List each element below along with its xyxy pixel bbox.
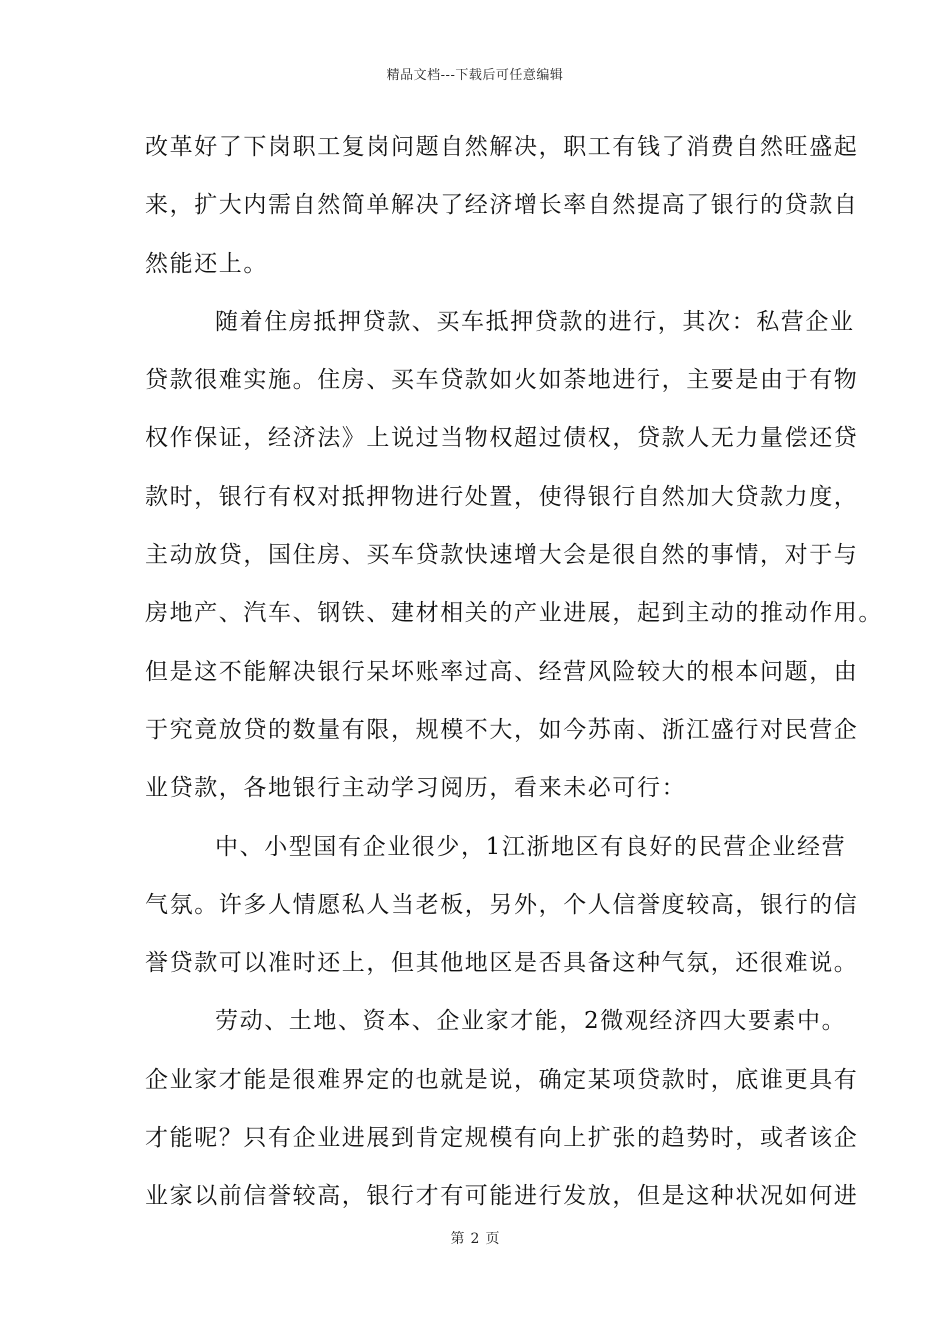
page-header: 精品文档---下载后可任意编辑 — [386, 68, 564, 83]
text-line: 房地产、汽车、钢铁、建材相关的产业进展，起到主动的推动作用。 — [145, 600, 883, 627]
text-line: 改革好了下岗职工复岗问题自然解决，职工有钱了消费自然旺盛起 — [145, 134, 859, 160]
body-text — [145, 131, 883, 1239]
page-footer — [0, 1228, 950, 1248]
text-line: 来，扩大内需自然简单解决了经济增长率自然提高了银行的贷款自 — [145, 192, 859, 219]
text-line: 然能还上。 — [145, 250, 268, 277]
paragraph-first-line: 随着住房抵押贷款、买车抵押贷款的进行，其次：私营企业 — [215, 308, 855, 335]
text-line: 但是这不能解决银行呆坏账率过高、经营风险较大的根本问题，由 — [145, 658, 859, 685]
text-line: 主动放贷，国住房、买车贷款快速增大会是很自然的事情，对于与 — [145, 542, 859, 569]
page-number-suffix: 页 — [485, 1231, 500, 1247]
text-line: 权作保证，经济法》上说过当物权超过债权，贷款人无力量偿还贷 — [145, 425, 859, 452]
text-line: 业贷款，各地银行主动学习阅历，看来未必可行： — [145, 775, 687, 802]
text-line: 于究竟放贷的数量有限，规模不大，如今苏南、浙江盛行对民营企 — [145, 716, 859, 743]
text-line: 誉贷款可以准时还上，但其他地区是否具备这种气氛，还很难说。 — [145, 950, 859, 977]
page-number-prefix: 第 — [450, 1231, 465, 1247]
text-line: 才能呢？只有企业进展到肯定规模有向上扩张的趋势时，或者该企 — [145, 1125, 859, 1152]
text-line: 业家以前信誉较高，银行才有可能进行发放，但是这种状况如何进 — [145, 1183, 859, 1210]
text-line: 款时，银行有权对抵押物进行处置，使得银行自然加大贷款力度， — [145, 483, 859, 510]
text-line: 气氛。许多人情愿私人当老板，另外，个人信誉度较高，银行的信 — [145, 891, 859, 918]
text-line: 企业家才能是很难界定的也就是说，确定某项贷款时，底谁更具有 — [145, 1066, 859, 1093]
text-line: 贷款很难实施。住房、买车贷款如火如荼地进行，主要是由于有物 — [145, 367, 859, 394]
paragraph-first-line: 中、小型国有企业很少，1江浙地区有良好的民营企业经营 — [215, 833, 847, 860]
page-number: 2 — [470, 1231, 480, 1247]
paragraph-first-line: 劳动、土地、资本、企业家才能，2微观经济四大要素中。 — [215, 1008, 847, 1035]
